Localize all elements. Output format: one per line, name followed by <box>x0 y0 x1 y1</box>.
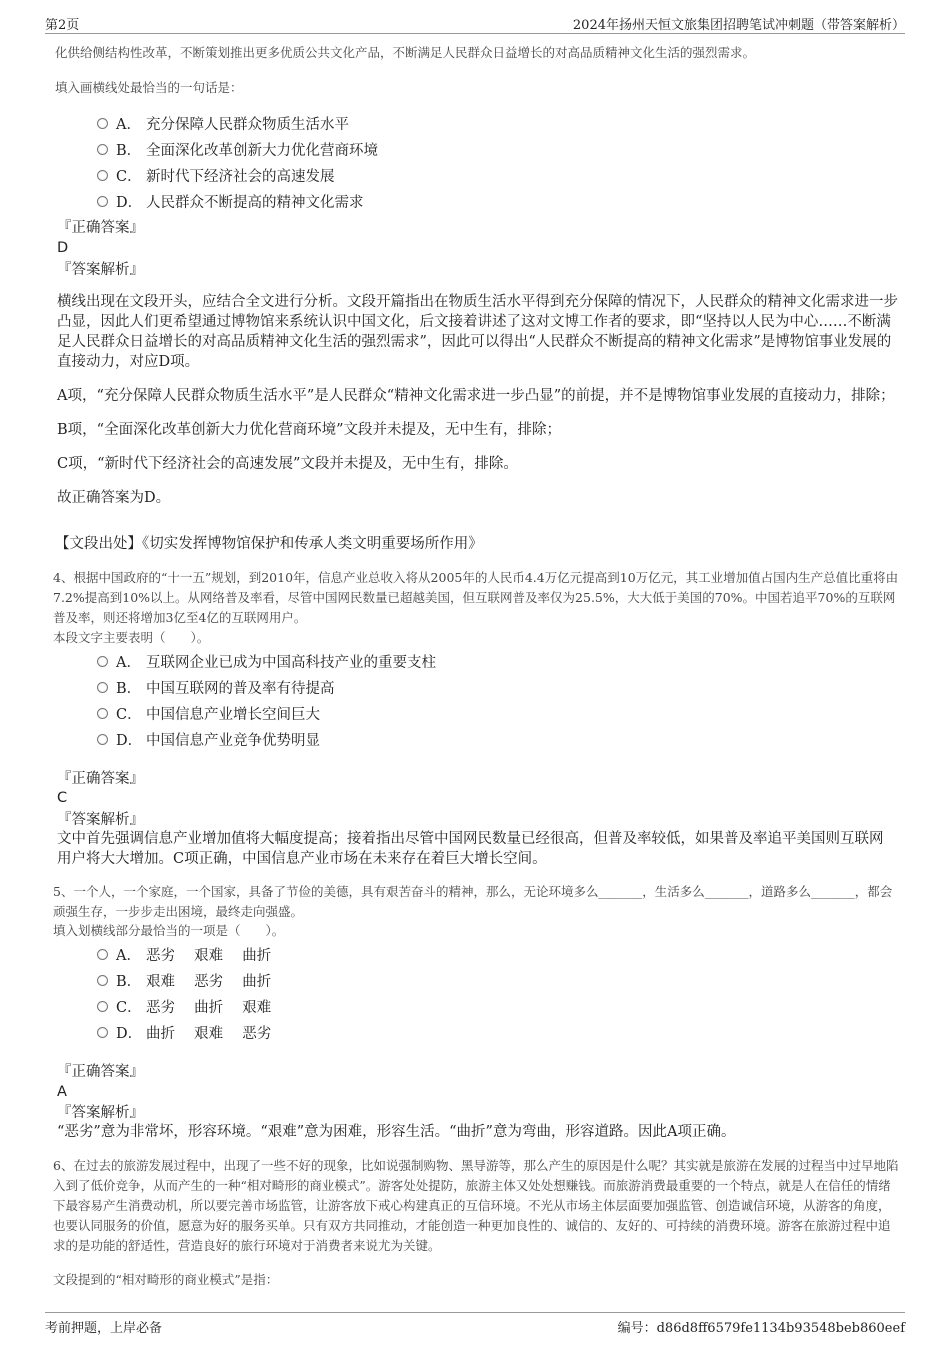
q4-options <box>97 648 436 752</box>
page-header <box>45 12 905 34</box>
q3-answer-label: 『正确答案』 <box>57 220 144 236</box>
q4-answer-label: 『正确答案』 <box>57 771 144 787</box>
q6-prompt: 文段提到的“相对畸形的商业模式”是指： <box>53 1272 279 1287</box>
q3-answer-value: D <box>57 240 69 256</box>
q5-options <box>97 941 271 1045</box>
q3-analysis-label: 『答案解析』 <box>57 262 144 278</box>
q3-analysis <box>57 292 900 522</box>
q3-analysis-paragraph: A项，“充分保障人民群众物质生活水平”是人民群众“精神文化需求进一步凸显”的前提，并不是博物馆事业发展的直接动力，排除； <box>57 388 895 404</box>
page-footer <box>45 1312 905 1334</box>
radio-icon[interactable] <box>97 118 108 129</box>
q5-option-c[interactable]: C． 恶劣 曲折 艰难 <box>97 993 271 1019</box>
q4-answer-value: C <box>57 790 68 806</box>
radio-icon[interactable] <box>97 682 108 693</box>
q5-prompt: 填入划横线部分最恰当的一项是（ ）。 <box>53 923 285 938</box>
q3-analysis-paragraph: C项，“新时代下经济社会的高速发展”文段并未提及，无中生有，排除。 <box>57 456 518 472</box>
page-number: 第2页 <box>45 18 80 33</box>
radio-icon[interactable] <box>97 170 108 181</box>
q3-options <box>97 110 378 214</box>
q3-option-d[interactable]: D． 人民群众不断提高的精神文化需求 <box>97 188 378 214</box>
footer-slogan: 考前押题，上岸必备 <box>45 1321 163 1336</box>
q3-prompt: 填入画横线处最恰当的一句话是： <box>55 80 243 95</box>
q3-passage-tail: 化供给侧结构性改革，不断策划推出更多优质公共文化产品，不断满足人民群众日益增长的对高品质精神文化生活的强烈需求。 <box>55 45 756 60</box>
q4-option-c[interactable]: C． 中国信息产业增长空间巨大 <box>97 700 436 726</box>
q5-option-b[interactable]: B． 艰难 恶劣 曲折 <box>97 967 271 993</box>
q4-option-d[interactable]: D． 中国信息产业竞争优势明显 <box>97 726 436 752</box>
q3-option-a[interactable]: A． 充分保障人民群众物质生活水平 <box>97 110 378 136</box>
q4-analysis-label: 『答案解析』 <box>57 812 144 828</box>
q4-option-a[interactable]: A． 互联网企业已成为中国高科技产业的重要支柱 <box>97 648 436 674</box>
radio-icon[interactable] <box>97 949 108 960</box>
q3-analysis-paragraph: B项，“全面深化改革创新大力优化营商环境”文段并未提及，无中生有，排除； <box>57 422 561 438</box>
q5-option-d[interactable]: D． 曲折 艰难 恶劣 <box>97 1019 271 1045</box>
radio-icon[interactable] <box>97 975 108 986</box>
radio-icon[interactable] <box>97 144 108 155</box>
q4-analysis: 文中首先强调信息产业增加值将大幅度提高；接着指出尽管中国网民数量已经很高，但普及率较低，如果普及率追平美国则互联网用户将大大增加。C项正确，中国信息产业市场在未来存在着巨大增长空间。 <box>57 831 884 867</box>
radio-icon[interactable] <box>97 656 108 667</box>
q3-analysis-paragraph: 故正确答案为D。 <box>57 490 171 506</box>
q6-stem: 6、在过去的旅游发展过程中，出现了一些不好的现象，比如说强制购物、黑导游等，那么产生的原因是什么呢？其实就是旅游在发展的过程当中过早地陷入到了低价竞争，从而产生的一种“相对畸形的商业模式”。游客处处提防，旅游主体又处处想赚钱。而旅游消费最重要的一个特点，就是人在信任的情绪下最容易产生消费动机，所以要完善市场监管，让游客放下戒心构建真正的互信环境。不光从市场主体层面要加强监管、创造诚信环境，从游客的角度，也要认同服务的价值，愿意为好的服务买单。只有双方共同推动，才能创造一种更加良性的、诚信的、友好的、可持续的消费环境。游客在旅游过程中追求的是功能的舒适性，营造良好的旅行环境对于消费者来说尤为关键。 <box>53 1158 899 1253</box>
document-title: 2024年扬州天恒文旅集团招聘笔试冲刺题（带答案解析） <box>572 18 905 33</box>
q4-prompt: 本段文字主要表明（ ）。 <box>53 630 210 645</box>
q5-answer-value: A <box>57 1084 67 1100</box>
q3-analysis-paragraph: 横线出现在文段开头，应结合全文进行分析。文段开篇指出在物质生活水平得到充分保障的情况下，人民群众的精神文化需求进一步凸显，因此人们更希望通过博物馆来系统认识中国文化，后文接着讲述了这对文博工作者的要求，即“坚持以人民为中心……不断满足人民群众日益增长的对高品质精神文化生活的强烈需求”，因此可以得出“人民群众不断提高的精神文化需求”是博物馆事业发展的直接动力，对应D项。 <box>57 294 898 370</box>
q4-option-b[interactable]: B． 中国互联网的普及率有待提高 <box>97 674 436 700</box>
q5-answer-label: 『正确答案』 <box>57 1064 144 1080</box>
q5-option-a[interactable]: A． 恶劣 艰难 曲折 <box>97 941 271 967</box>
q3-source: 【文段出处】《切实发挥博物馆保护和传承人类文明重要场所作用》 <box>55 536 483 552</box>
q5-stem: 5、一个人，一个家庭，一个国家，具备了节俭的美德，具有艰苦奋斗的精神，那么，无论环境多么_______，生活多么_______，道路多么_______，都会顽强生存，一步步走出困境，最终走向强盛。 <box>53 884 893 919</box>
document-code: 编号：d86d8ff6579fe1134b93548beb860eef <box>617 1321 905 1336</box>
radio-icon[interactable] <box>97 1001 108 1012</box>
radio-icon[interactable] <box>97 1027 108 1038</box>
q4-stem: 4、根据中国政府的“十一五”规划，到2010年，信息产业总收入将从2005年的人民币4.4万亿元提高到10万亿元，其工业增加值占国内生产总值比重将由7.2%提高到10%以上。从网络普及率看，尽管中国网民数量已超越美国，但互联网普及率仅为25.5%，大大低于美国的70%。中国若追平70%的互联网普及率，则还将增加3亿至4亿的互联网用户。 <box>53 570 899 625</box>
radio-icon[interactable] <box>97 734 108 745</box>
q3-option-b[interactable]: B． 全面深化改革创新大力优化营商环境 <box>97 136 378 162</box>
radio-icon[interactable] <box>97 196 108 207</box>
q3-option-c[interactable]: C． 新时代下经济社会的高速发展 <box>97 162 378 188</box>
q5-analysis: “恶劣”意为非常坏，形容环境。“艰难”意为困难，形容生活。“曲折”意为弯曲，形容道路。因此A项正确。 <box>57 1124 736 1140</box>
q5-analysis-label: 『答案解析』 <box>57 1105 144 1121</box>
radio-icon[interactable] <box>97 708 108 719</box>
